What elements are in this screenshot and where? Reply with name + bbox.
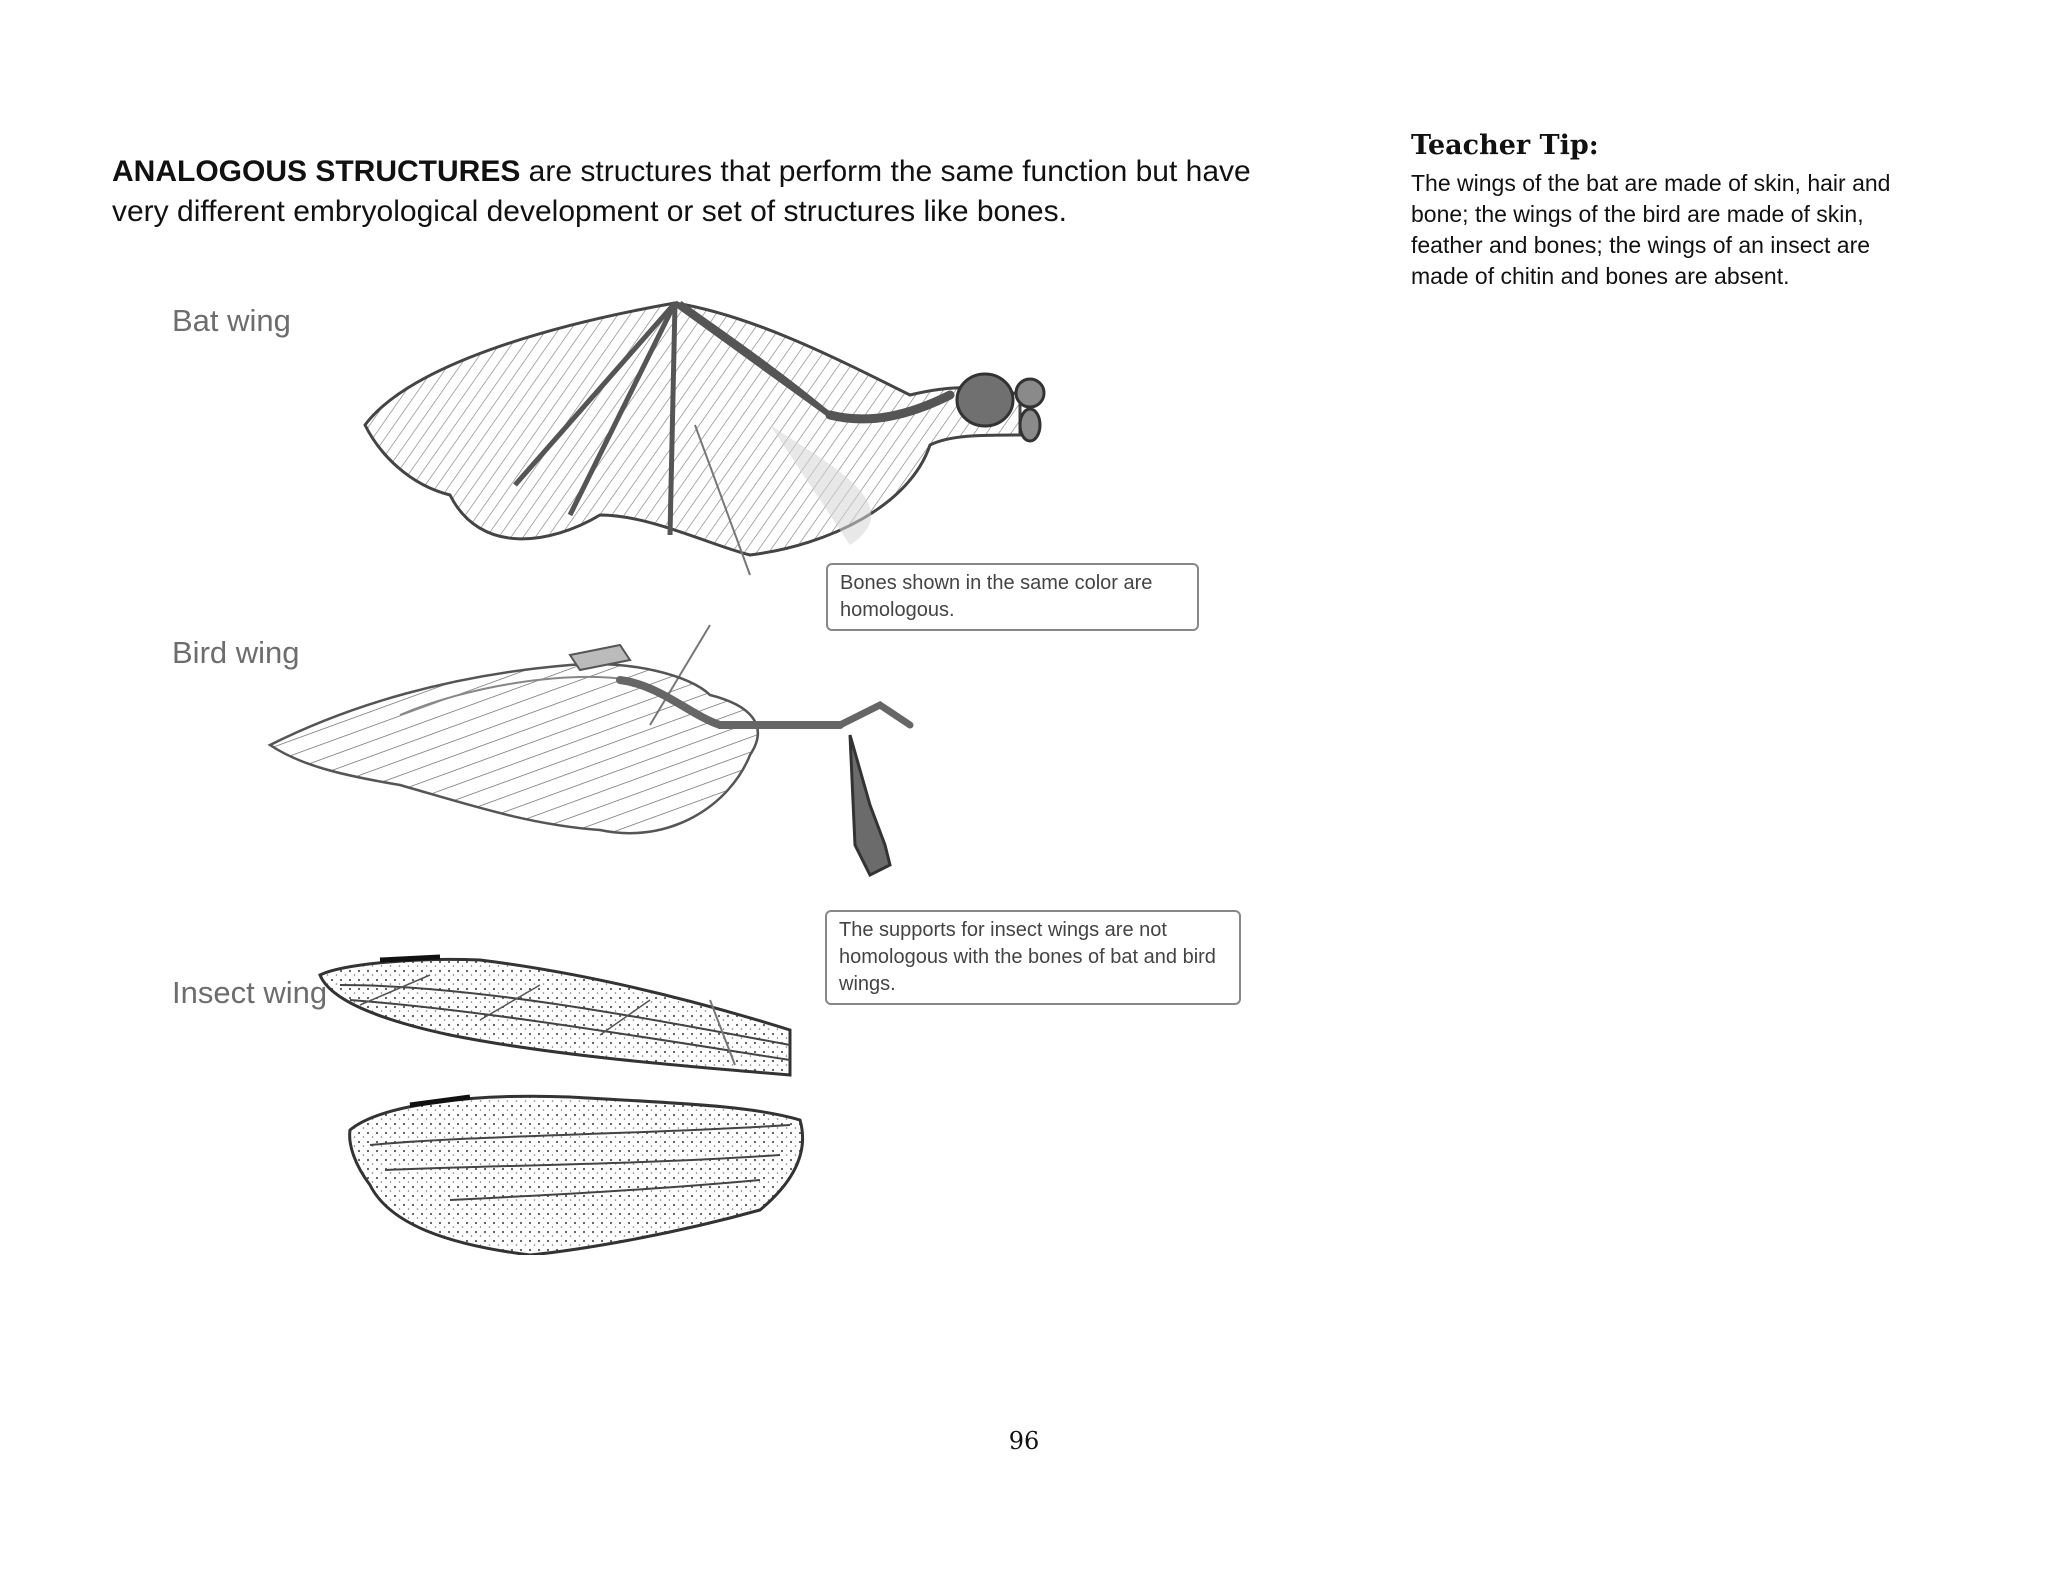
bird-wing-drawing — [270, 645, 910, 875]
bat-wing-label: Bat wing — [172, 303, 291, 338]
intro-term: ANALOGOUS STRUCTURES — [112, 155, 521, 188]
teacher-tip-body: The wings of the bat are made of skin, hair and bone; the wings of the bird are made of skin, feather and bones; the wings of an insect are made of chitin and bones are absent. — [1411, 170, 1891, 289]
wing-illustration — [150, 285, 1250, 1255]
insect-wing-label: Insect wing — [172, 975, 328, 1010]
insect-supports-callout: The supports for insect wings are not homologous with the bones of bat and bird wings. — [825, 910, 1241, 1005]
teacher-tip — [1411, 128, 1931, 292]
intro-text: are structures that perform the same function but have very different embryological development or set of structures like bones. — [112, 155, 1251, 228]
teacher-tip-title: Teacher Tip: — [1411, 130, 1599, 161]
bird-wing-label: Bird wing — [172, 635, 300, 670]
bat-wing-drawing — [365, 303, 1044, 555]
bones-homologous-callout: Bones shown in the same color are homologous. — [826, 563, 1199, 631]
insect-wings-drawing — [320, 957, 803, 1255]
page-number: 96 — [1008, 1427, 1040, 1455]
wing-comparison-figure — [150, 285, 1250, 1255]
intro-paragraph — [112, 152, 1292, 232]
